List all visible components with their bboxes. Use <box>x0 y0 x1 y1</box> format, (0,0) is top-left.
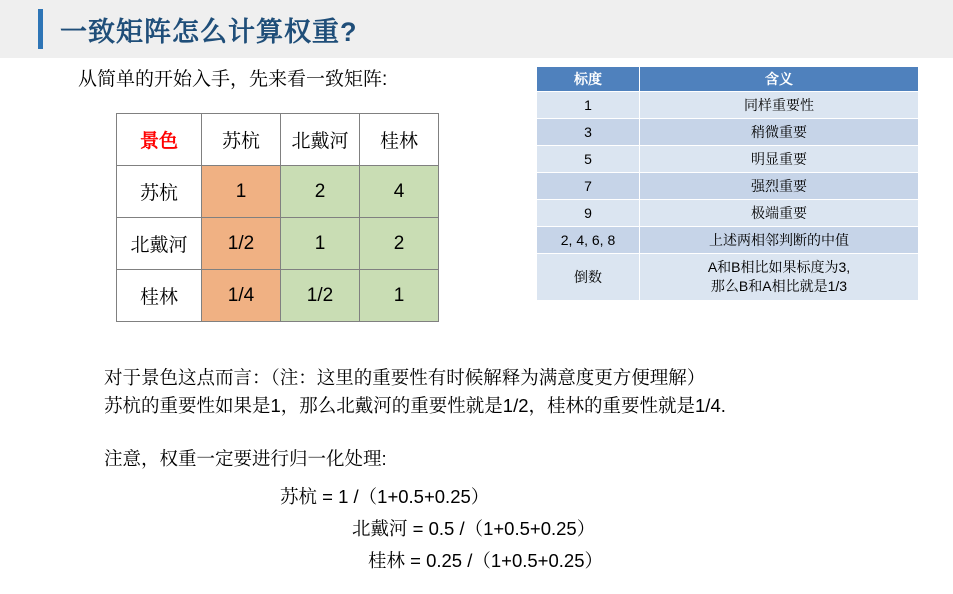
explanation-line-2: 苏杭的重要性如果是1，那么北戴河的重要性就是1/2，桂林的重要性就是1/4. <box>104 394 726 416</box>
scale-meaning: 强烈重要 <box>640 173 919 200</box>
scale-definition-table <box>536 66 919 301</box>
matrix-row-header: 苏杭 <box>117 166 202 218</box>
consistency-matrix-table <box>116 113 439 322</box>
explanation-line-1: 对于景色这点而言：（注：这里的重要性有时候解释为满意度更方便理解） <box>104 367 706 388</box>
formula-guilin: 桂林 = 0.25 /（1+0.5+0.25） <box>368 550 603 571</box>
scale-meaning <box>640 254 919 301</box>
table-row <box>537 92 919 119</box>
explanation-paragraph <box>104 364 726 420</box>
formula-beidaihe: 北戴河 = 0.5 /（1+0.5+0.25） <box>352 518 596 539</box>
matrix-col-header: 苏杭 <box>202 114 281 166</box>
intro-text: 从简单的开始入手，先来看一致矩阵: <box>78 69 388 90</box>
matrix-cell: 1 <box>281 218 360 270</box>
matrix-cell: 4 <box>360 166 439 218</box>
table-row <box>537 227 919 254</box>
scale-meaning-line2: 那么B和A相比就是1/3 <box>710 278 848 294</box>
table-row <box>537 146 919 173</box>
scale-value: 7 <box>537 173 640 200</box>
matrix-col-header: 桂林 <box>360 114 439 166</box>
scale-meaning: 明显重要 <box>640 146 919 173</box>
matrix-cell: 2 <box>281 166 360 218</box>
scale-value: 9 <box>537 200 640 227</box>
matrix-cell: 1 <box>360 270 439 322</box>
scale-value: 2, 4, 6, 8 <box>537 227 640 254</box>
table-row <box>117 114 439 166</box>
scale-col-header: 标度 <box>537 67 640 92</box>
table-header-row <box>537 67 919 92</box>
title-accent-bar <box>38 9 43 49</box>
table-row <box>537 173 919 200</box>
scale-meaning: 稍微重要 <box>640 119 919 146</box>
matrix-col-header: 北戴河 <box>281 114 360 166</box>
page-title: 一致矩阵怎么计算权重? <box>60 17 358 47</box>
normalization-note <box>104 445 387 473</box>
matrix-cell: 2 <box>360 218 439 270</box>
matrix-cell: 1/2 <box>202 218 281 270</box>
table-row <box>537 200 919 227</box>
table-row <box>117 166 439 218</box>
scale-value: 5 <box>537 146 640 173</box>
scale-meaning: 极端重要 <box>640 200 919 227</box>
matrix-cell: 1 <box>202 166 281 218</box>
table-row <box>117 218 439 270</box>
matrix-row-header: 北戴河 <box>117 218 202 270</box>
table-row <box>117 270 439 322</box>
normalization-note-line: 注意，权重一定要进行归一化处理: <box>104 448 387 469</box>
scale-value: 倒数 <box>537 254 640 301</box>
table-row <box>537 254 919 301</box>
scale-value: 3 <box>537 119 640 146</box>
scale-value: 1 <box>537 92 640 119</box>
matrix-cell: 1/2 <box>281 270 360 322</box>
matrix-cell: 1/4 <box>202 270 281 322</box>
matrix-corner-label: 景色 <box>117 114 202 166</box>
scale-meaning: 上述两相邻判断的中值 <box>640 227 919 254</box>
meaning-col-header: 含义 <box>640 67 919 92</box>
scale-meaning: 同样重要性 <box>640 92 919 119</box>
matrix-row-header: 桂林 <box>117 270 202 322</box>
scale-meaning-line1: A和B相比如果标度为3, <box>707 259 851 276</box>
slide-title-banner <box>0 0 953 58</box>
table-row <box>537 119 919 146</box>
formula-suhang: 苏杭 = 1 /（1+0.5+0.25） <box>280 486 490 507</box>
